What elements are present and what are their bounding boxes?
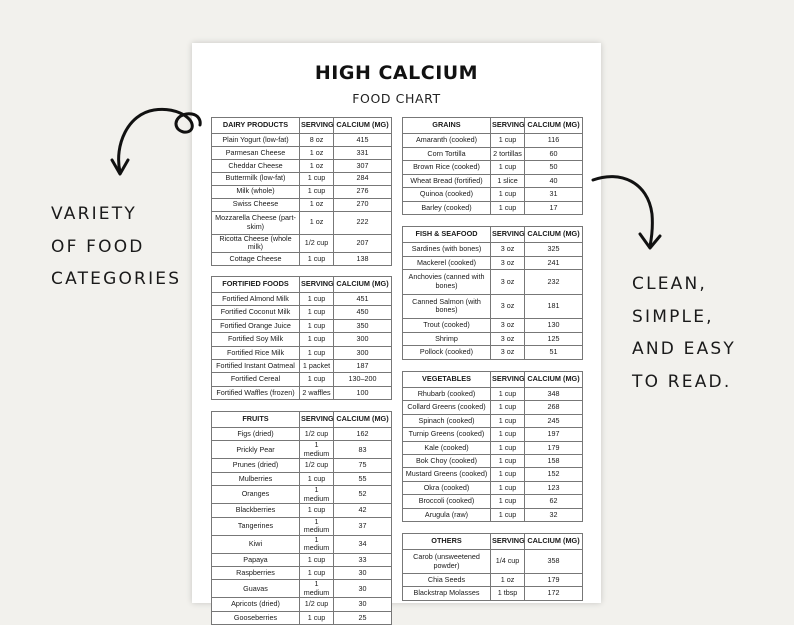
table-row	[212, 319, 392, 332]
calcium-header: CALCIUM (MG)	[525, 118, 583, 134]
serving-cell: 1 cup	[300, 306, 334, 319]
table-title: FISH & SEAFOOD	[403, 227, 491, 243]
serving-cell: 1 medium	[300, 580, 334, 598]
serving-cell: 1 oz	[491, 574, 525, 587]
food-name-cell: Bok Choy (cooked)	[403, 454, 491, 467]
calcium-cell: 30	[334, 566, 392, 579]
serving-cell: 1 oz	[300, 198, 334, 211]
table-row	[212, 441, 392, 459]
table-row	[212, 134, 392, 147]
calcium-cell: 25	[334, 611, 392, 624]
table-title: VEGETABLES	[403, 372, 491, 388]
table-row	[403, 174, 583, 188]
food-name-cell: Quinoa (cooked)	[403, 188, 491, 202]
table-row	[212, 598, 392, 611]
table-row	[212, 566, 392, 579]
food-name-cell: Papaya	[212, 553, 300, 566]
calcium-cell: 451	[334, 293, 392, 306]
serving-cell: 1 cup	[300, 553, 334, 566]
table-row	[403, 319, 583, 333]
food-name-cell: Buttermilk (low-fat)	[212, 172, 300, 185]
food-name-cell: Mulberries	[212, 472, 300, 485]
calcium-cell: 60	[525, 147, 583, 161]
calcium-cell: 37	[334, 517, 392, 535]
serving-cell: 3 oz	[491, 332, 525, 346]
calcium-cell: 33	[334, 553, 392, 566]
food-name-cell: Gooseberries	[212, 611, 300, 624]
calcium-cell: 125	[525, 332, 583, 346]
food-name-cell: Collard Greens (cooked)	[403, 401, 491, 414]
calcium-cell: 300	[334, 346, 392, 359]
serving-cell: 1 slice	[491, 174, 525, 188]
table-row	[403, 468, 583, 481]
table-title: FORTIFIED FOODS	[212, 277, 300, 293]
food-name-cell: Carob (unsweetened powder)	[403, 550, 491, 574]
serving-cell: 1 cup	[491, 495, 525, 508]
food-name-cell: Anchovies (canned with bones)	[403, 270, 491, 294]
left-callout-line: VARIETY	[51, 204, 137, 224]
food-name-cell: Wheat Bread (fortified)	[403, 174, 491, 188]
food-name-cell: Ricotta Cheese (whole milk)	[212, 234, 300, 252]
table-row	[403, 454, 583, 467]
calcium-cell: 172	[525, 587, 583, 600]
calcium-cell: 75	[334, 459, 392, 472]
calcium-cell: 32	[525, 508, 583, 521]
serving-cell: 1 cup	[491, 161, 525, 175]
serving-cell: 1 cup	[300, 611, 334, 624]
calcium-cell: 62	[525, 495, 583, 508]
right-callout-line: AND EASY	[632, 339, 736, 359]
serving-cell: 1 packet	[300, 359, 334, 372]
calcium-header: CALCIUM (MG)	[334, 118, 392, 134]
serving-cell: 1 cup	[300, 185, 334, 198]
table-row	[212, 428, 392, 441]
calcium-cell: 50	[525, 161, 583, 175]
calcium-cell: 55	[334, 472, 392, 485]
table-row	[403, 441, 583, 454]
food-name-cell: Barley (cooked)	[403, 201, 491, 215]
calcium-cell: 284	[334, 172, 392, 185]
serving-cell: 1 cup	[300, 319, 334, 332]
calcium-cell: 83	[334, 441, 392, 459]
table-row	[403, 161, 583, 175]
table-title: OTHERS	[403, 534, 491, 550]
table-row	[212, 504, 392, 517]
calcium-cell: 348	[525, 388, 583, 401]
calcium-cell: 241	[525, 256, 583, 270]
serving-cell: 1 cup	[300, 172, 334, 185]
food-name-cell: Mozzarella Cheese (part-skim)	[212, 211, 300, 234]
serving-header: SERVING	[491, 372, 525, 388]
calcium-cell: 358	[525, 550, 583, 574]
food-name-cell: Amaranth (cooked)	[403, 134, 491, 148]
serving-cell: 3 oz	[491, 294, 525, 318]
calcium-cell: 207	[334, 234, 392, 252]
food-name-cell: Tangerines	[212, 517, 300, 535]
right-callout-line: CLEAN,	[632, 274, 708, 294]
food-name-cell: Cottage Cheese	[212, 252, 300, 265]
serving-cell: 1 cup	[300, 333, 334, 346]
table-row	[212, 346, 392, 359]
serving-cell: 1 cup	[491, 134, 525, 148]
food-name-cell: Broccoli (cooked)	[403, 495, 491, 508]
table-row	[212, 198, 392, 211]
food-name-cell: Fortified Rice Milk	[212, 346, 300, 359]
calcium-cell: 42	[334, 504, 392, 517]
table-row	[403, 388, 583, 401]
food-name-cell: Prunes (dried)	[212, 459, 300, 472]
serving-cell: 3 oz	[491, 346, 525, 360]
calcium-cell: 116	[525, 134, 583, 148]
food-name-cell: Parmesan Cheese	[212, 146, 300, 159]
serving-header: SERVING	[300, 412, 334, 428]
calcium-cell: 268	[525, 401, 583, 414]
food-name-cell: Fortified Instant Oatmeal	[212, 359, 300, 372]
food-name-cell: Fortified Orange Juice	[212, 319, 300, 332]
left-callout-line: OF FOOD	[51, 236, 145, 257]
serving-cell: 1 cup	[300, 373, 334, 386]
calcium-header: CALCIUM (MG)	[525, 227, 583, 243]
food-name-cell: Fortified Coconut Milk	[212, 306, 300, 319]
calcium-cell: 307	[334, 159, 392, 172]
calcium-header: CALCIUM (MG)	[525, 534, 583, 550]
right-callout-line: TO READ.	[632, 371, 732, 392]
calcium-cell: 300	[334, 333, 392, 346]
table-row	[212, 211, 392, 234]
food-name-cell: Kale (cooked)	[403, 441, 491, 454]
table-row	[212, 517, 392, 535]
table-row	[403, 508, 583, 521]
calcium-cell: 350	[334, 319, 392, 332]
table-row	[403, 294, 583, 318]
serving-cell: 1 medium	[300, 517, 334, 535]
table-row	[403, 256, 583, 270]
calcium-cell: 17	[525, 201, 583, 215]
table-row	[403, 495, 583, 508]
table-row	[212, 159, 392, 172]
table-row	[403, 147, 583, 161]
food-name-cell: Shrimp	[403, 332, 491, 346]
serving-cell: 1/2 cup	[300, 459, 334, 472]
left-callout	[51, 198, 181, 296]
table-row	[212, 611, 392, 624]
left-curly-arrow-icon	[100, 100, 205, 180]
food-name-cell: Kiwi	[212, 535, 300, 553]
food-name-cell: Corn Tortilla	[403, 147, 491, 161]
serving-cell: 1 cup	[491, 414, 525, 427]
calcium-cell: 31	[525, 188, 583, 202]
fish-table	[402, 226, 583, 360]
right-callout	[632, 268, 736, 398]
food-name-cell: Pollock (cooked)	[403, 346, 491, 360]
calcium-cell: 187	[334, 359, 392, 372]
calcium-cell: 197	[525, 428, 583, 441]
table-row	[403, 550, 583, 574]
serving-cell: 1 cup	[491, 508, 525, 521]
table-title: FRUITS	[212, 412, 300, 428]
calcium-cell: 34	[334, 535, 392, 553]
table-row	[212, 172, 392, 185]
serving-cell: 3 oz	[491, 243, 525, 257]
serving-header: SERVING	[300, 277, 334, 293]
table-row	[212, 373, 392, 386]
calcium-cell: 52	[334, 486, 392, 504]
table-row	[212, 486, 392, 504]
page-title: HIGH CALCIUM	[314, 62, 479, 84]
table-row	[212, 386, 392, 399]
food-name-cell: Milk (whole)	[212, 185, 300, 198]
serving-header: SERVING	[491, 118, 525, 134]
serving-cell: 8 oz	[300, 134, 334, 147]
serving-cell: 1 oz	[300, 211, 334, 234]
food-name-cell: Mackerel (cooked)	[403, 256, 491, 270]
serving-cell: 1/2 cup	[300, 598, 334, 611]
calcium-cell: 179	[525, 574, 583, 587]
calcium-cell: 276	[334, 185, 392, 198]
calcium-cell: 162	[334, 428, 392, 441]
food-name-cell: Okra (cooked)	[403, 481, 491, 494]
calcium-cell: 123	[525, 481, 583, 494]
serving-cell: 1 tbsp	[491, 587, 525, 600]
food-name-cell: Figs (dried)	[212, 428, 300, 441]
table-row	[403, 332, 583, 346]
calcium-cell: 130	[525, 319, 583, 333]
table-row	[403, 574, 583, 587]
food-name-cell: Guavas	[212, 580, 300, 598]
calcium-cell: 130–200	[334, 373, 392, 386]
food-name-cell: Fortified Waffles (frozen)	[212, 386, 300, 399]
calcium-cell: 325	[525, 243, 583, 257]
serving-cell: 3 oz	[491, 256, 525, 270]
table-row	[212, 146, 392, 159]
serving-cell: 1 cup	[300, 472, 334, 485]
serving-cell: 3 oz	[491, 270, 525, 294]
serving-cell: 1 medium	[300, 535, 334, 553]
serving-cell: 2 tortillas	[491, 147, 525, 161]
serving-cell: 1 cup	[491, 188, 525, 202]
fortified-table	[211, 276, 392, 400]
serving-cell: 1 cup	[491, 468, 525, 481]
food-name-cell: Swiss Cheese	[212, 198, 300, 211]
calcium-cell: 152	[525, 468, 583, 481]
calcium-cell: 40	[525, 174, 583, 188]
serving-cell: 1 cup	[491, 401, 525, 414]
table-row	[212, 459, 392, 472]
food-name-cell: Turnip Greens (cooked)	[403, 428, 491, 441]
food-name-cell: Fortified Almond Milk	[212, 293, 300, 306]
table-row	[403, 201, 583, 215]
serving-cell: 1 cup	[300, 252, 334, 265]
food-name-cell: Brown Rice (cooked)	[403, 161, 491, 175]
left-callout-line: CATEGORIES	[51, 269, 182, 289]
serving-cell: 3 oz	[491, 319, 525, 333]
food-name-cell: Blackstrap Molasses	[403, 587, 491, 600]
table-row	[403, 243, 583, 257]
calcium-cell: 138	[334, 252, 392, 265]
table-row	[403, 481, 583, 494]
table-row	[212, 359, 392, 372]
table-row	[212, 252, 392, 265]
grains-table	[402, 117, 583, 215]
serving-cell: 1 cup	[300, 346, 334, 359]
serving-header: SERVING	[491, 534, 525, 550]
table-row	[212, 472, 392, 485]
table-title: GRAINS	[403, 118, 491, 134]
serving-cell: 1 medium	[300, 486, 334, 504]
vegetables-table	[402, 371, 583, 522]
food-name-cell: Fortified Cereal	[212, 373, 300, 386]
calcium-cell: 245	[525, 414, 583, 427]
serving-cell: 1 medium	[300, 441, 334, 459]
food-name-cell: Prickly Pear	[212, 441, 300, 459]
food-name-cell: Plain Yogurt (low-fat)	[212, 134, 300, 147]
calcium-cell: 181	[525, 294, 583, 318]
calcium-cell: 222	[334, 211, 392, 234]
calcium-cell: 270	[334, 198, 392, 211]
food-name-cell: Fortified Soy Milk	[212, 333, 300, 346]
food-name-cell: Arugula (raw)	[403, 508, 491, 521]
serving-cell: 1 cup	[491, 388, 525, 401]
dairy-table	[211, 117, 392, 266]
table-row	[212, 185, 392, 198]
table-row	[212, 234, 392, 252]
food-name-cell: Oranges	[212, 486, 300, 504]
calcium-cell: 179	[525, 441, 583, 454]
calcium-cell: 30	[334, 580, 392, 598]
table-row	[403, 587, 583, 600]
food-name-cell: Cheddar Cheese	[212, 159, 300, 172]
food-name-cell: Raspberries	[212, 566, 300, 579]
table-row	[403, 134, 583, 148]
calcium-cell: 450	[334, 306, 392, 319]
calcium-header: CALCIUM (MG)	[525, 372, 583, 388]
serving-cell: 1/2 cup	[300, 428, 334, 441]
food-name-cell: Mustard Greens (cooked)	[403, 468, 491, 481]
calcium-cell: 158	[525, 454, 583, 467]
calcium-cell: 30	[334, 598, 392, 611]
table-row	[212, 333, 392, 346]
calcium-cell: 100	[334, 386, 392, 399]
table-row	[212, 553, 392, 566]
table-row	[403, 428, 583, 441]
food-name-cell: Rhubarb (cooked)	[403, 388, 491, 401]
serving-cell: 1 cup	[300, 504, 334, 517]
calcium-cell: 331	[334, 146, 392, 159]
serving-cell: 1 cup	[491, 441, 525, 454]
calcium-cell: 51	[525, 346, 583, 360]
right-callout-line: SIMPLE,	[632, 306, 714, 327]
serving-cell: 1 cup	[300, 293, 334, 306]
others-table	[402, 533, 583, 601]
table-row	[403, 270, 583, 294]
table-row	[403, 401, 583, 414]
table-row	[212, 306, 392, 319]
food-name-cell: Blackberries	[212, 504, 300, 517]
serving-cell: 2 waffles	[300, 386, 334, 399]
food-name-cell: Trout (cooked)	[403, 319, 491, 333]
serving-cell: 1 oz	[300, 146, 334, 159]
serving-cell: 1 cup	[491, 201, 525, 215]
table-row	[403, 414, 583, 427]
food-name-cell: Chia Seeds	[403, 574, 491, 587]
fruits-table	[211, 411, 392, 625]
calcium-cell: 232	[525, 270, 583, 294]
food-name-cell: Sardines (with bones)	[403, 243, 491, 257]
serving-cell: 1 cup	[300, 566, 334, 579]
page-subtitle: FOOD CHART	[352, 91, 441, 106]
calcium-header: CALCIUM (MG)	[334, 277, 392, 293]
table-title: DAIRY PRODUCTS	[212, 118, 300, 134]
table-row	[212, 535, 392, 553]
serving-cell: 1/2 cup	[300, 234, 334, 252]
serving-cell: 1 cup	[491, 428, 525, 441]
right-curved-arrow-icon	[590, 170, 670, 255]
serving-cell: 1/4 cup	[491, 550, 525, 574]
food-name-cell: Apricots (dried)	[212, 598, 300, 611]
table-row	[212, 580, 392, 598]
food-name-cell: Spinach (cooked)	[403, 414, 491, 427]
table-row	[403, 346, 583, 360]
serving-header: SERVING	[300, 118, 334, 134]
calcium-header: CALCIUM (MG)	[334, 412, 392, 428]
food-name-cell: Canned Salmon (with bones)	[403, 294, 491, 318]
table-row	[212, 293, 392, 306]
serving-cell: 1 cup	[491, 481, 525, 494]
table-row	[403, 188, 583, 202]
calcium-cell: 415	[334, 134, 392, 147]
serving-header: SERVING	[491, 227, 525, 243]
serving-cell: 1 cup	[491, 454, 525, 467]
serving-cell: 1 oz	[300, 159, 334, 172]
